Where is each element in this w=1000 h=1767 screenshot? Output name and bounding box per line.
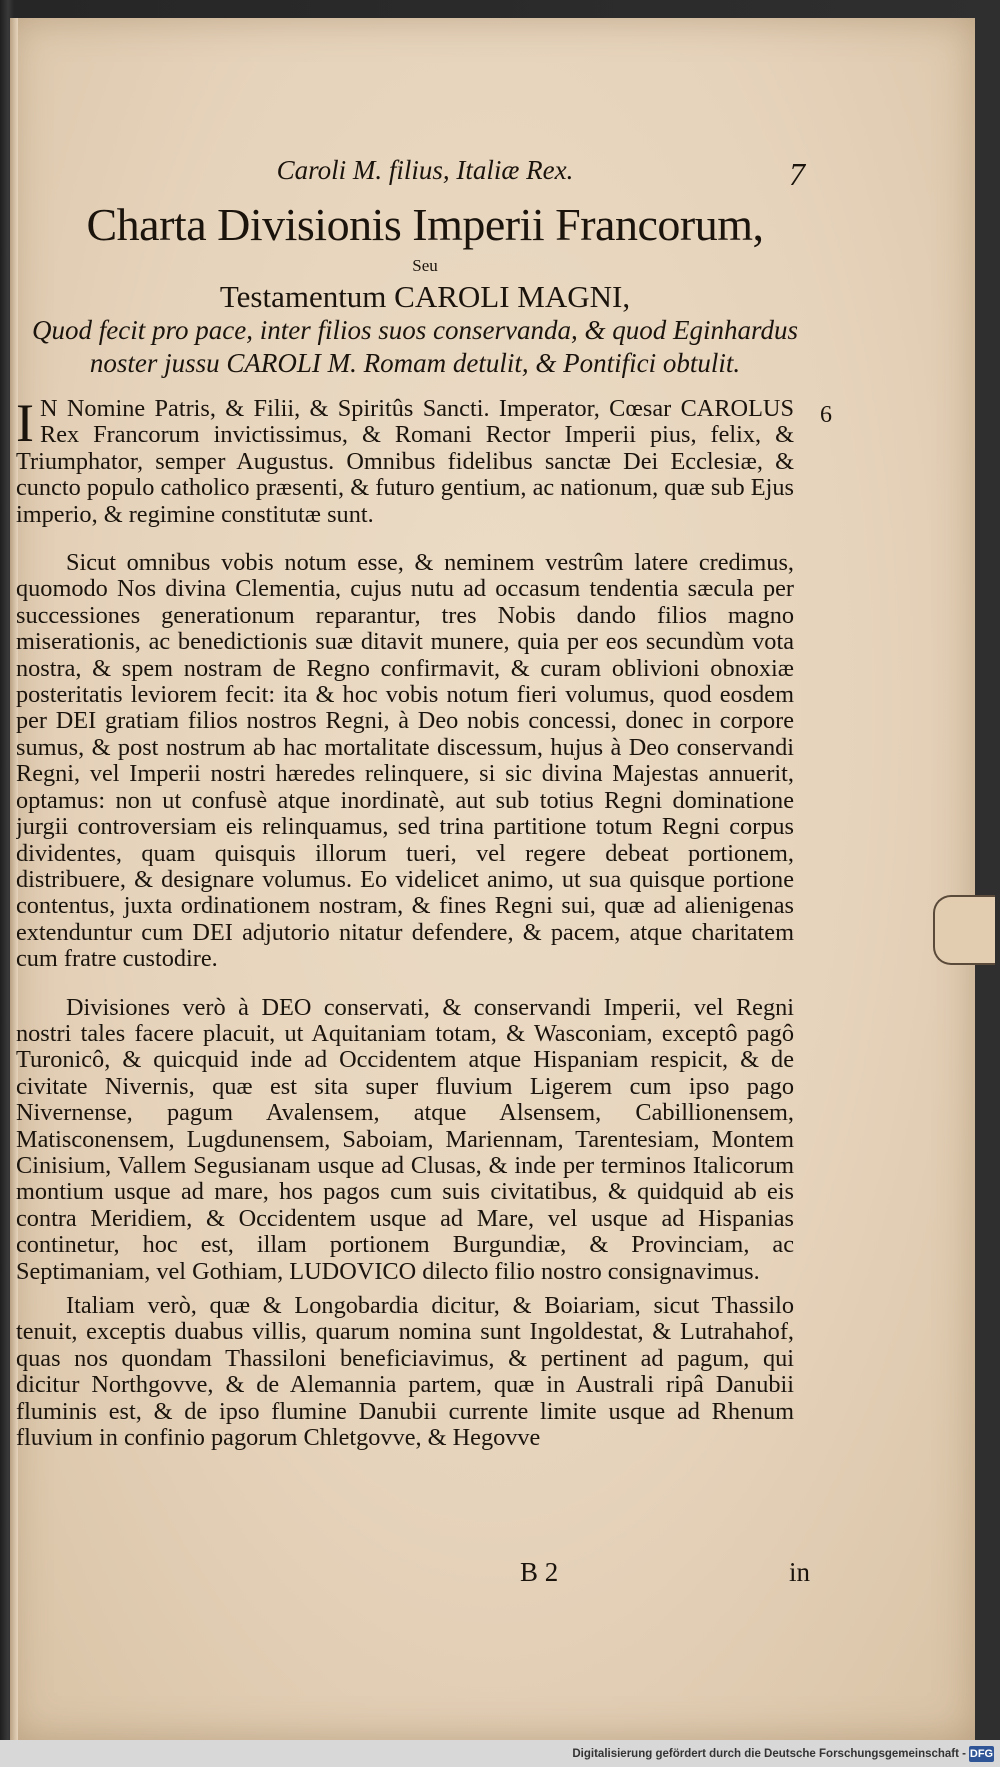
body-text bbox=[16, 396, 794, 1556]
catchword: in bbox=[788, 1557, 810, 1587]
paragraph: IN Nomine Patris, & Filii, & Spiritûs Sancti. Imperator, Cœsar CAROLUS Rex Francorum invictissimus, & Romani Rector Imperii pius, felix, & Triumphator, semper Augustus. Omnibus fidelibus sanctæ Dei Ecclesiæ, & cuncto populo catholico præsenti, & futuro gentium, ac nationum, quæ sub Ejus imperio, & regimine constitutæ sunt. bbox=[16, 396, 794, 528]
signature-mark: B 2 bbox=[520, 1557, 559, 1587]
paragraph: Italiam verò, quæ & Longobardia dicitur, & Boiariam, sicut Thassilo tenuit, exceptis duabus villis, quarum nomina sunt Ingoldestat, & Lutrahahof, quas nos quondam Thassiloni beneficiavimus, & pertinent ad pagum, qui dicitur Northgovve, & de Alemannia partem, quæ in Australi ripâ Danubii fluminis est, & de ipso flumine Danubii currente limite usque ad Rhenum fluvium in confinio pagorum Chletgovve, & Hegovve bbox=[16, 1292, 794, 1452]
running-header: Caroli M. filius, Italiæ Rex. bbox=[276, 155, 574, 185]
italic-introduction: Quod fecit pro pace, inter filios suos conservanda, & quod Eginhardus noster jussu CAROLI M. Romam detulit, & Pontifici obtulit. bbox=[32, 315, 798, 378]
document-title: Charta Divisionis Imperii Francorum, bbox=[86, 199, 764, 250]
dfg-logo: DFG bbox=[969, 1748, 994, 1760]
funding-credit: Digitalisierung gefördert durch die Deutsche Forschungsgemeinschaft - bbox=[572, 1748, 966, 1760]
document-subtitle: Testamentum CAROLI MAGNI, bbox=[219, 279, 631, 314]
margin-note-number: 6 bbox=[820, 402, 832, 428]
page-tab-marker bbox=[933, 895, 995, 965]
title-conjunction: Seu bbox=[412, 256, 438, 275]
paragraph: Divisiones verò à DEO conservati, & conservandi Imperii, vel Regni nostri tales facere placuit, ut Aquitaniam totam, & Wasconiam, exceptô pagô Turonicô, & quicquid inde ad Occidentem atque Hispaniam respicit, & de civitate Nivernis, quæ est sita super fluvium Ligerem cum ipso pago Nivernense, pagum Avalensem, atque Alsensem, Cabillionensem, Matisconensem, Lugdunensem, Saboiam, Mariennam, Tarentesiam, Montem Cinisium, Vallem Segusianam usque ad Clusas, & inde per terminos Italicorum montium usque ad mare, hos pagos cum suis civitatibus, & quidquid ab eis contra Meridiem, & Occidentem usque ad Mare, vel usque ad Hispanias continetur, hoc est, illam portionem Burgundiæ, & Provinciam, ac Septimaniam, vel Gothiam, LUDOVICO dilecto filio nostro consignavimus. bbox=[16, 993, 794, 1285]
page-number: 7 bbox=[789, 156, 805, 192]
paragraph: Sicut omnibus vobis notum esse, & neminem vestrûm latere credimus, quomodo Nos divina Clementia, cujus nutu ad occasum tendentia sæcula per successiones generationum reparantur, tres Nobis dando filios magno miserationis, ac benedictionis suæ ditavit munere, quia per eos secundùm vota nostra, & spem nostram de Regno confirmavit, & curam oblivioni obnoxiæ posteritatis leviorem fecit: ita & hoc vobis notum fieri volumus, quod eosdem per DEI gratiam filios nostros Regni, à Deo nobis concessi, donec in corpore sumus, & post nostrum ab hac mortalitate discessum, hujus à Deo conservandi Regni, vel Imperii nostri hæredes relinquere, si sic divina Majestas annuerit, optamus: non ut confusè atque inordinatè, aut sub totius Regni dominatione jurgii controversiam eis relinquamus, sed trina partitione totum Regni corpus dividentes, quam quisquis illorum tueri, vel regere debeat portionem, distribuere, & designare volumus. Eo videlicet animo, ut sua quisque portione contentus, juxta ordinationem nostram, & fines Regni sui, quæ ad alienigenas extenduntur cum DEI adjutorio nitatur defendere, & pacem, atque charitatem cum fratre custodire. bbox=[16, 549, 794, 973]
